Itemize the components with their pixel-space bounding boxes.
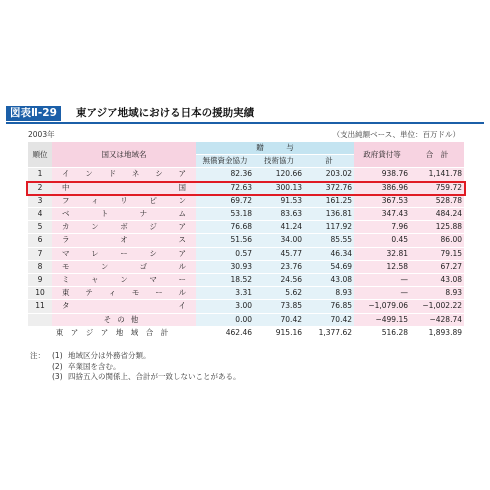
- row-country-name: [52, 181, 196, 194]
- row-rank: 1: [28, 168, 52, 181]
- table-row: [28, 260, 464, 273]
- row-rank: 11: [28, 300, 52, 313]
- row-tech: 300.13: [254, 181, 304, 194]
- row-sum: 136.81: [304, 208, 354, 221]
- row-total: 67.27: [410, 260, 464, 273]
- country-name-char: ピ: [149, 195, 157, 205]
- row-country-name: [52, 313, 196, 326]
- row-total: 8.93: [410, 287, 464, 300]
- row-tech: 24.56: [254, 274, 304, 287]
- note-number: (1): [52, 351, 63, 360]
- row-country-name: [52, 300, 196, 313]
- row-country-name: [52, 168, 196, 181]
- row-tech: 5.62: [254, 287, 304, 300]
- country-name-char: ネ: [131, 169, 140, 179]
- country-name-char: マ: [149, 275, 157, 285]
- header-tech: 技術協力: [254, 155, 304, 168]
- row-country-name: [52, 208, 196, 221]
- row-sum: 43.08: [304, 274, 354, 287]
- row-loan: −499.15: [354, 313, 410, 326]
- notes-prefix: 注：: [30, 351, 45, 360]
- table-row: [28, 221, 464, 234]
- table-body: [28, 168, 464, 326]
- row-sum: 372.76: [304, 181, 354, 194]
- country-name-char: オ: [120, 235, 128, 245]
- table-row: [28, 287, 464, 300]
- row-tech: 120.66: [254, 168, 304, 181]
- row-country-name: [52, 260, 196, 273]
- country-name-char: ィ: [91, 195, 99, 205]
- row-rank: 3: [28, 194, 52, 207]
- row-tech: 41.24: [254, 221, 304, 234]
- header-name: 国又は地域名: [52, 142, 196, 168]
- note-item: [30, 351, 241, 362]
- country-name-char: ア: [178, 222, 186, 232]
- row-loan: 7.96: [354, 221, 410, 234]
- country-name-char: ボ: [120, 222, 128, 232]
- row-tech: 34.00: [254, 234, 304, 247]
- row-grant: 72.63: [196, 181, 254, 194]
- aid-table: [28, 142, 464, 340]
- country-name-char: ル: [178, 261, 186, 271]
- notes: [30, 351, 241, 383]
- row-country-name: [52, 274, 196, 287]
- country-name-char: テ: [85, 288, 93, 298]
- row-country-name: [52, 234, 196, 247]
- total-label: 東 ア ジ ア 地 域 合 計: [28, 326, 196, 339]
- country-name-char: ン: [120, 275, 128, 285]
- row-grant: 0.00: [196, 313, 254, 326]
- row-total: 43.08: [410, 274, 464, 287]
- row-total: 86.00: [410, 234, 464, 247]
- note-number: (2): [52, 361, 63, 371]
- header-grant: 無償資金協力: [196, 155, 254, 168]
- country-name-char: ル: [178, 288, 186, 298]
- note-text: 地域区分は外務省分類。: [68, 351, 151, 360]
- total-row: [28, 326, 464, 339]
- total-loan: 516.28: [354, 326, 410, 339]
- year-label: 2003年: [28, 130, 55, 139]
- country-name-char: ベ: [62, 209, 70, 219]
- row-sum: 161.25: [304, 194, 354, 207]
- figure-title-bar: [6, 106, 484, 124]
- country-name-char: ア: [178, 248, 186, 258]
- country-name-char: 国: [178, 182, 186, 192]
- note-item: [30, 372, 241, 383]
- country-name-char: その他: [103, 314, 145, 324]
- row-total: 125.88: [410, 221, 464, 234]
- total-sum: 1,377.62: [304, 326, 354, 339]
- row-rank: 5: [28, 221, 52, 234]
- row-total: 528.78: [410, 194, 464, 207]
- country-name-char: ン: [85, 169, 93, 179]
- country-name-char: ャ: [91, 275, 99, 285]
- country-name-char: ス: [178, 235, 186, 245]
- row-grant: 18.52: [196, 274, 254, 287]
- country-name-char: ト: [100, 209, 109, 219]
- country-name-char: 東: [62, 288, 70, 298]
- row-country-name: [52, 247, 196, 260]
- row-rank: 2: [28, 181, 52, 194]
- table-row: [28, 181, 464, 194]
- row-country-name: [52, 221, 196, 234]
- country-name-char: タ: [62, 301, 70, 311]
- row-loan: −1,079.06: [354, 300, 410, 313]
- row-rank: 10: [28, 287, 52, 300]
- row-sum: 70.42: [304, 313, 354, 326]
- row-loan: —: [354, 274, 410, 287]
- row-total: −1,002.22: [410, 300, 464, 313]
- country-name-char: ィ: [108, 288, 117, 298]
- row-rank: 9: [28, 274, 52, 287]
- note-text: 卒業国を含む。: [68, 361, 121, 371]
- total-total: 1,893.89: [410, 326, 464, 339]
- row-tech: 91.53: [254, 194, 304, 207]
- country-name-char: シ: [149, 248, 157, 258]
- table-row: [28, 247, 464, 260]
- row-sum: 76.85: [304, 300, 354, 313]
- row-loan: 0.45: [354, 234, 410, 247]
- row-rank: 7: [28, 247, 52, 260]
- row-tech: 70.42: [254, 313, 304, 326]
- table-row: [28, 300, 464, 313]
- row-tech: 83.63: [254, 208, 304, 221]
- row-sum: 8.93: [304, 287, 354, 300]
- table-row: [28, 274, 464, 287]
- country-name-char: イ: [62, 169, 70, 179]
- row-total: 1,141.78: [410, 168, 464, 181]
- row-total: 484.24: [410, 208, 464, 221]
- row-tech: 45.77: [254, 247, 304, 260]
- country-name-char: 中: [62, 182, 70, 192]
- country-name-char: ー: [155, 288, 163, 298]
- country-name-char: ン: [178, 195, 186, 205]
- header-loan: 政府貸付等: [354, 142, 410, 168]
- row-loan: 32.81: [354, 247, 410, 260]
- unit-note: （支出純額ベース、単位：百万ドル）: [332, 130, 460, 139]
- row-total: −428.74: [410, 313, 464, 326]
- header-total: 合 計: [410, 142, 464, 168]
- row-total: 79.15: [410, 247, 464, 260]
- country-name-char: レ: [91, 248, 99, 258]
- table-row: [28, 194, 464, 207]
- row-rank: 4: [28, 208, 52, 221]
- country-name-char: モ: [62, 261, 70, 271]
- header-rank: 順位: [28, 142, 52, 168]
- row-grant: 51.56: [196, 234, 254, 247]
- row-grant: 82.36: [196, 168, 254, 181]
- country-name-char: ジ: [149, 222, 157, 232]
- total-tech: 915.16: [254, 326, 304, 339]
- row-rank: 8: [28, 260, 52, 273]
- country-name-char: ム: [178, 209, 186, 219]
- row-loan: —: [354, 287, 410, 300]
- figure-title: 東アジア地域における日本の援助実績: [76, 107, 255, 119]
- table-row: [28, 234, 464, 247]
- country-name-char: ン: [100, 261, 109, 271]
- row-sum: 46.34: [304, 247, 354, 260]
- country-name-char: ー: [120, 248, 128, 258]
- table-row: [28, 313, 464, 326]
- note-number: (3): [52, 372, 63, 381]
- country-name-char: ー: [178, 275, 186, 285]
- header-gift-group: 贈 与: [196, 142, 354, 155]
- country-name-char: マ: [62, 248, 70, 258]
- country-name-char: ゴ: [139, 261, 148, 271]
- country-name-char: ナ: [139, 209, 148, 219]
- row-country-name: [52, 287, 196, 300]
- row-grant: 53.18: [196, 208, 254, 221]
- country-name-char: カ: [62, 222, 70, 232]
- row-grant: 3.00: [196, 300, 254, 313]
- row-loan: 367.53: [354, 194, 410, 207]
- row-rank: [28, 313, 52, 326]
- country-name-char: ア: [178, 169, 186, 179]
- row-loan: 347.43: [354, 208, 410, 221]
- row-total: 759.72: [410, 181, 464, 194]
- row-sum: 54.69: [304, 260, 354, 273]
- country-name-char: フ: [62, 195, 70, 205]
- row-loan: 386.96: [354, 181, 410, 194]
- country-name-char: ラ: [62, 235, 70, 245]
- note-text: 四捨五入の関係上、合計が一致しないことがある。: [68, 372, 241, 381]
- row-grant: 0.57: [196, 247, 254, 260]
- row-tech: 23.76: [254, 260, 304, 273]
- figure-label: 図表Ⅱ-29: [6, 106, 61, 121]
- table-row: [28, 208, 464, 221]
- row-grant: 3.31: [196, 287, 254, 300]
- table-row: [28, 168, 464, 181]
- country-name-char: ド: [108, 169, 117, 179]
- country-name-char: リ: [120, 195, 128, 205]
- row-loan: 938.76: [354, 168, 410, 181]
- row-sum: 117.92: [304, 221, 354, 234]
- row-sum: 85.55: [304, 234, 354, 247]
- total-grant: 462.46: [196, 326, 254, 339]
- country-name-char: モ: [131, 288, 140, 298]
- row-grant: 30.93: [196, 260, 254, 273]
- country-name-char: イ: [178, 301, 186, 311]
- row-grant: 76.68: [196, 221, 254, 234]
- note-item: [30, 362, 241, 373]
- row-sum: 203.02: [304, 168, 354, 181]
- row-rank: 6: [28, 234, 52, 247]
- row-country-name: [52, 194, 196, 207]
- country-name-char: ミ: [62, 275, 70, 285]
- row-loan: 12.58: [354, 260, 410, 273]
- row-grant: 69.72: [196, 194, 254, 207]
- country-name-char: シ: [155, 169, 163, 179]
- header-sum: 計: [304, 155, 354, 168]
- country-name-char: ン: [91, 222, 99, 232]
- row-tech: 73.85: [254, 300, 304, 313]
